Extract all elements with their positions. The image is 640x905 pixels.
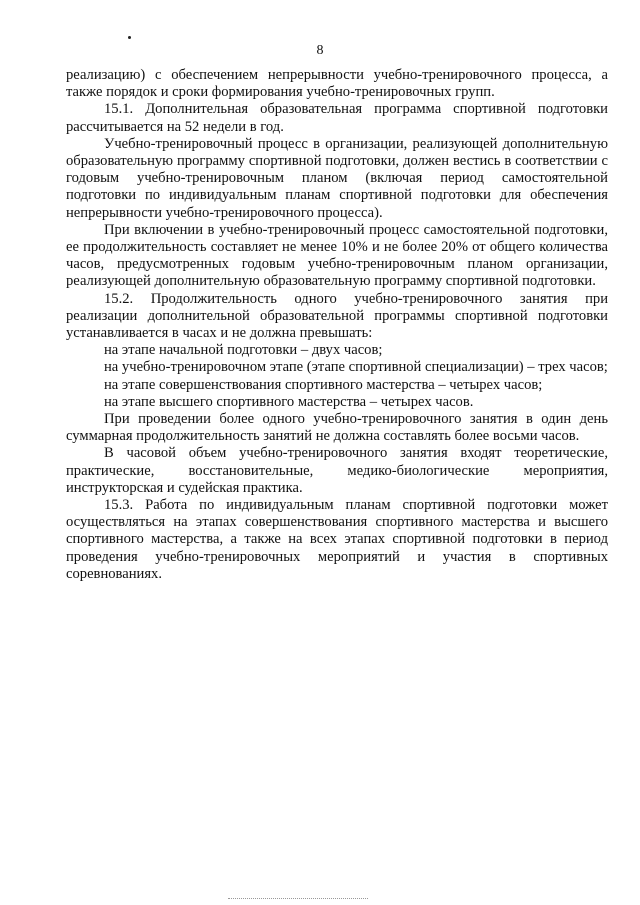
list-item-improvement-stage: на этапе совершенствования спортивного мастерства – четырех часов; (104, 376, 543, 393)
paragraph-hour-volume: В часовой объем учебно-тренировочного занятия входят теоретические, практические, восстановительные, медико-биологические мероприятия, инструкторская и судейская практика. (66, 445, 608, 496)
list-item-highest-stage: на этапе высшего спортивного мастерства – четырех часов. (104, 393, 474, 410)
list-item-initial-stage: на этапе начальной подготовки – двух часов; (104, 342, 383, 359)
document-body (66, 67, 608, 583)
paragraph-15-1: 15.1. Дополнительная образовательная программа спортивной подготовки рассчитывается на 52 недели в год. (66, 101, 608, 135)
page-number: 8 (316, 43, 324, 58)
scan-speck (128, 36, 131, 39)
paragraph-training-process: Учебно-тренировочный процесс в организации, реализующей дополнительную образовательную программу спортивной подготовки, должен вестись в соответствии с годовым учебно-тренировочным планом (включая период самостоятельной подготовки по индивидуальным планам спортивной подготовки для обеспечения непрерывности учебно-тренировочного процесса). (66, 135, 608, 221)
scan-edge-mark (228, 898, 368, 900)
list-item-training-stage: на учебно-тренировочном этапе (этапе спортивной специализации) – трех часов; (104, 359, 608, 376)
paragraph-multiple-sessions: При проведении более одного учебно-тренировочного занятия в один день суммарная продолжительность занятий не должна составлять более восьми часов. (66, 411, 608, 445)
paragraph-continuation: реализацию) с обеспечением непрерывности учебно-тренировочного процесса, а также порядок и сроки формирования учебно-тренировочных групп. (66, 67, 608, 101)
paragraph-15-3: 15.3. Работа по индивидуальным планам спортивной подготовки может осуществляться на этапах совершенствования спортивного мастерства и высшего спортивного мастерства, а также на всех этапах спортивной подготовки в период проведения учебно-тренировочных мероприятий и участия в спортивных соревнованиях. (66, 497, 608, 582)
paragraph-15-2: 15.2. Продолжительность одного учебно-тренировочного занятия при реализации дополнительной образовательной программы спортивной подготовки устанавливается в часах и не должна превышать: (66, 290, 608, 342)
paragraph-self-training: При включении в учебно-тренировочный процесс самостоятельной подготовки, ее продолжительность составляет не менее 10% и не более 20% от общего количества часов, предусмотренных годовым учебно-тренировочным планом организации, реализующей дополнительную образовательную программу спортивной подготовки. (66, 221, 608, 290)
